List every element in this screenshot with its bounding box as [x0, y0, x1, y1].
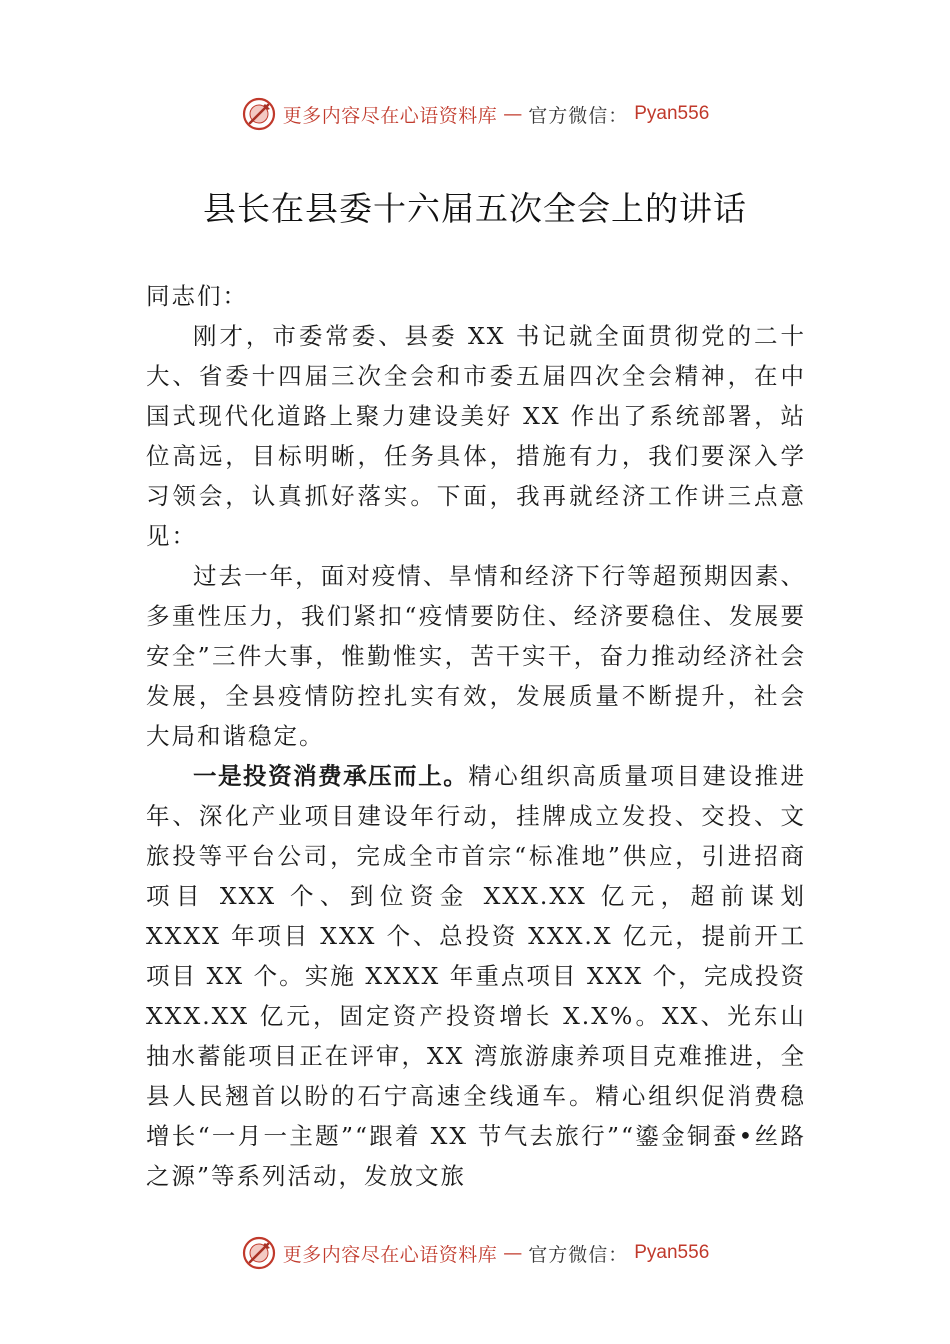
banner-dash: — [503, 103, 523, 125]
footer-banner [0, 1233, 950, 1273]
paragraph-review: 过去一年，面对疫情、旱情和经济下行等超预期因素、多重性压力，我们紧扣“疫情要防住、经济要稳住、发展要安全”三件大事，惟勤惟实，苦干实干，奋力推动经济社会发展，全县疫情防控扎实有效，发展质量不断提升，社会大局和谐稳定。 [146, 562, 806, 750]
banner-library-text: 更多内容尽在心语资料库 [282, 104, 498, 127]
document-title: 县长在县委十六届五次全会上的讲话 [203, 189, 747, 228]
paragraph-investment [146, 756, 806, 1196]
banner-wechat-id: Pyan556 [634, 1242, 710, 1263]
paragraph-investment-text: 精心组织高质量项目建设推进年、深化产业项目建设年行动，挂牌成立发投、交投、文旅投等平台公司，完成全市首宗“标准地”供应，引进招商项目 XXX 个、到位资金 XXX.XX 亿元，超前谋划 XXXX 年项目 XXX 个、总投资 XXX.X 亿元，提前开工项目 XX 个。实施 XXXX 年重点项目 XXX 个，完成投资 XXX.XX 亿元，固定资产投资增长 X.X%。XX、光东山抽水蓄能项目正在评审，XX 湾旅游康养项目克难推进，全县人民翘首以盼的石宁高速全线通车。精心组织促消费稳增长“一月一主题”“跟着 XX 节气去旅行”“鎏金铜蚕•丝路之源”等系列活动，发放文旅 [146, 762, 807, 1190]
banner-wechat-id: Pyan556 [634, 103, 710, 124]
library-logo-icon [241, 1235, 277, 1271]
paragraph-investment-heading: 一是投资消费承压而上。 [193, 762, 469, 790]
banner-wechat-label: 官方微信： [528, 104, 629, 127]
banner-dash: — [503, 1242, 523, 1264]
document-body [146, 276, 806, 1196]
library-logo-icon [241, 96, 277, 132]
banner-library-text: 更多内容尽在心语资料库 [282, 1243, 498, 1266]
paragraph-intro: 刚才，市委常委、县委 XX 书记就全面贯彻党的二十大、省委十四届三次全会和市委五届四次全会精神，在中国式现代化道路上聚力建设美好 XX 作出了系统部署，站位高远，目标明晰，任务具体，措施有力，我们要深入学习领会，认真抓好落实。下面，我再就经济工作讲三点意见： [146, 322, 806, 550]
salutation: 同志们： [146, 282, 248, 310]
header-banner [0, 94, 950, 134]
banner-wechat-label: 官方微信： [528, 1243, 629, 1266]
